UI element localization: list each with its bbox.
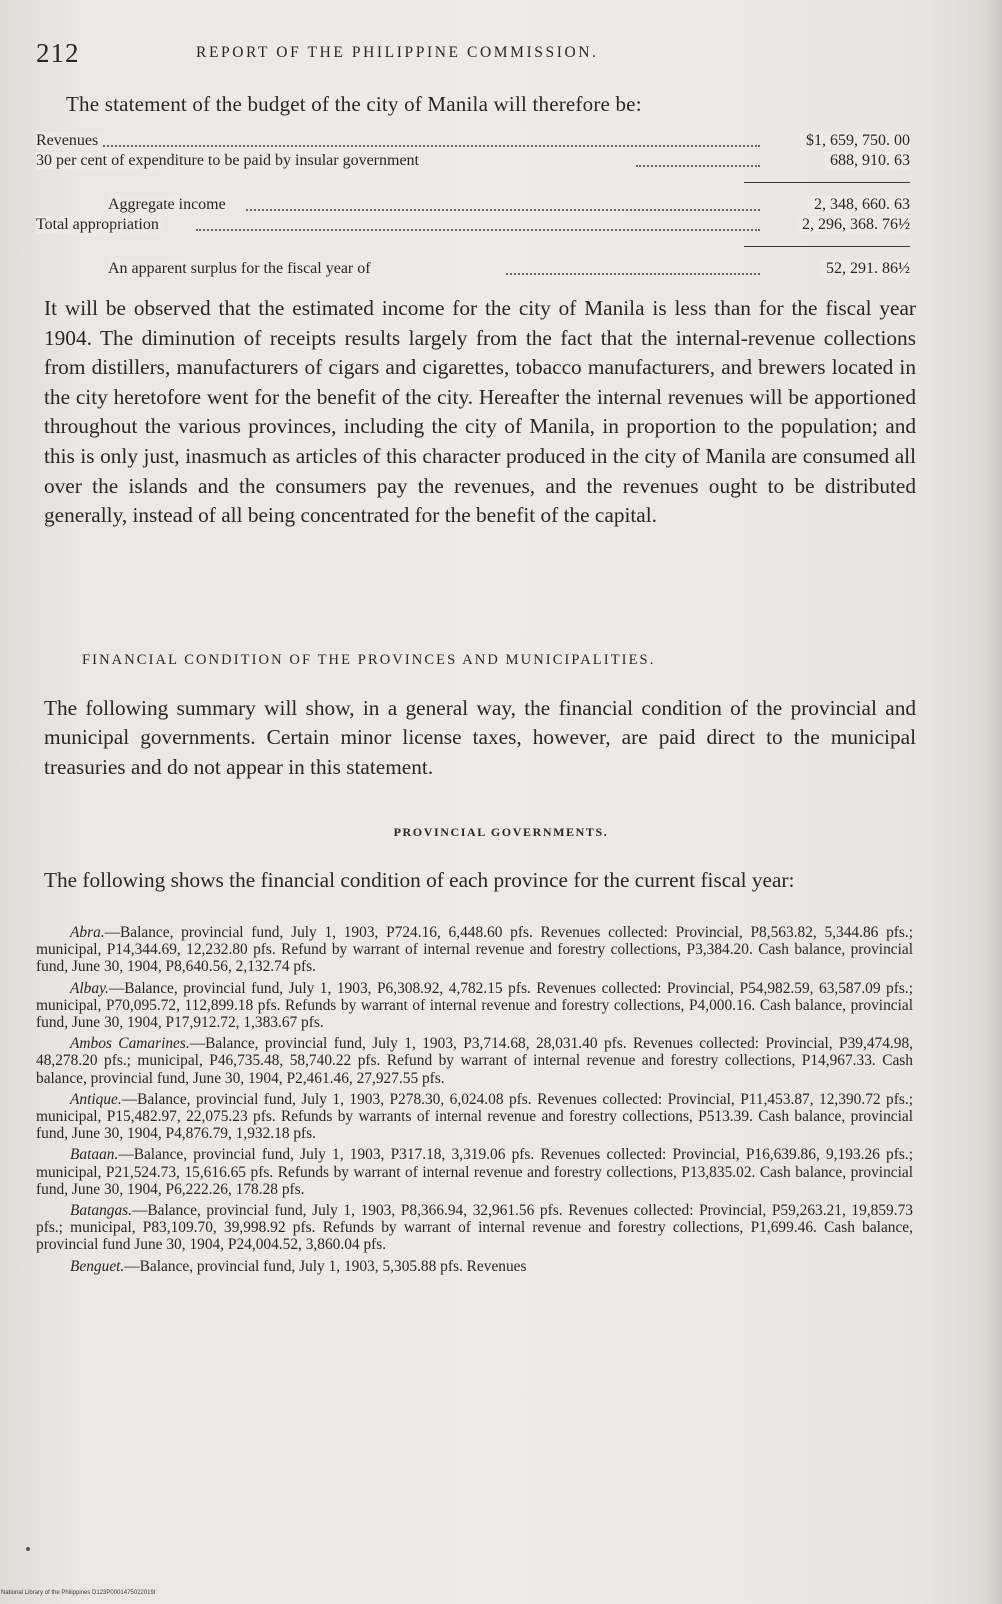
page-number: 212	[36, 38, 80, 68]
budget-row-aggregate-income	[36, 196, 910, 218]
province-text: —Balance, provincial fund, July 1, 1903, P6,308.92, 4,782.15 pfs. Revenues collected: Provincial, P54,982.59, 63,587.09 pfs.; municipal, P70,095.72, 112,899.18 pfs. Refunds by warrant of internal revenue and forestry collections, P4,000.16. Cash balance, provincial fund, June 30, 1904, P17,912.72, 1,383.67 pfs.	[36, 979, 913, 1032]
province-text: —Balance, provincial fund, July 1, 1903, P3,714.68, 28,031.40 pfs. Revenues collected: Provincial, P39,474.98, 48,278.20 pfs.; municipal, P46,735.48, 58,740.22 pfs. Refund by warrant of internal revenue and forestry collections, P14,967.33. Cash balance, provincial fund, June 30, 1904, P2,461.46, 27,927.55 pfs.	[36, 1035, 913, 1087]
province-name: Benguet.	[70, 1257, 125, 1275]
budget-amount: 688, 910. 63	[824, 152, 910, 170]
province-entry	[36, 1146, 913, 1198]
section-heading-provincial-governments: PROVINCIAL GOVERNMENTS.	[393, 825, 609, 839]
paragraph-summary: The following summary will show, in a general way, the financial condition of the provincial and municipal governments. Certain minor license taxes, however, are paid direct to the municipal treasuries and do not appear in this statement.	[44, 696, 916, 779]
province-name: Ambos Camarines.	[70, 1035, 190, 1053]
budget-label: Revenues	[36, 132, 102, 150]
leader-dots	[96, 145, 760, 147]
running-head: REPORT OF THE PHILIPPINE COMMISSION.	[196, 44, 599, 61]
budget-amount: $1, 659, 750. 00	[800, 132, 910, 150]
leader-dots	[246, 209, 760, 211]
budget-row-total-appropriation	[36, 216, 910, 238]
province-name: Antique.	[70, 1090, 122, 1108]
province-entry	[36, 1258, 913, 1275]
province-name: Bataan.	[70, 1146, 119, 1164]
budget-row-insular-share	[36, 152, 910, 174]
budget-intro: The statement of the budget of the city of Manila will therefore be:	[66, 92, 642, 116]
province-entry	[36, 924, 913, 976]
province-text: —Balance, provincial fund, July 1, 1903, 5,305.88 pfs. Revenues	[124, 1257, 527, 1275]
province-text: —Balance, provincial fund, July 1, 1903, P278.30, 6,024.08 pfs. Revenues collected: Provincial, P11,453.87, 12,390.72 pfs.; municipal, P15,482.97, 22,075.23 pfs. Refunds by warrants of internal revenue and forestry collections, P513.39. Cash balance, provincial fund, June 30, 1904, P4,876.79, 1,932.18 pfs.	[36, 1090, 913, 1143]
province-entry	[36, 1091, 913, 1143]
province-name: Albay.	[70, 979, 109, 997]
section-heading-financial-condition: FINANCIAL CONDITION OF THE PROVINCES AND MUNICIPALITIES.	[82, 652, 656, 668]
paragraph-manila-income: It will be observed that the estimated income for the city of Manila is less than for the fiscal year 1904. The diminution of receipts results largely from the fact that the internal-revenue collections from distillers, manufacturers of cigars and cigarettes, tobacco manufacturers, and brewers located in the city heretofore went for the benefit of the city. Hereafter the internal revenues will be apportioned throughout the various provinces, including the city of Manila, in proportion to the population; and this is only just, inasmuch as articles of this character produced in the city of Manila are consumed all over the islands and the consumers pay the revenues, and the revenues ought to be distributed generally, instead of all being concentrated for the benefit of the capital.	[44, 296, 916, 528]
page-edge-shadow	[984, 0, 1002, 1604]
budget-label: Aggregate income	[108, 196, 230, 214]
province-entry	[36, 980, 913, 1032]
budget-row-surplus	[36, 260, 910, 282]
province-entry	[36, 1202, 913, 1254]
province-text: —Balance, provincial fund, July 1, 1903, P317.18, 3,319.06 pfs. Revenues collected: Provincial, P16,639.86, 9,193.26 pfs.; municipal, P21,524.73, 15,616.65 pfs. Refunds by warrant of internal revenue and forestry collections, P13,835.02. Cash balance, provincial fund, June 30, 1904, P6,222.26, 178.28 pfs.	[36, 1146, 913, 1198]
leader-dots	[196, 229, 760, 231]
scan-credit: National Library of the Philippines D123P0001475022019I	[1, 1590, 156, 1596]
province-name: Abra.	[70, 924, 105, 941]
province-text: —Balance, provincial fund, July 1, 1903, P8,366.94, 32,961.56 pfs. Revenues collected: Provincial, P59,263.21, 19,859.73 pfs.; municipal, P83,109.70, 39,998.92 pfs. Refunds by warrant of internal revenue and forestry collections, P1,699.46. Cash balance, provincial fund June 30, 1904, P24,004.52, 3,860.04 pfs.	[36, 1202, 913, 1254]
budget-label: An apparent surplus for the fiscal year of	[108, 260, 375, 278]
stray-ink-mark	[26, 1547, 30, 1551]
province-name: Batangas.	[70, 1202, 132, 1220]
page-header	[36, 38, 956, 68]
paragraph-provinces-intro: The following shows the financial condition of each province for the current fiscal year:	[44, 868, 795, 892]
province-text: —Balance, provincial fund, July 1, 1903, P724.16, 6,448.60 pfs. Revenues collected: Provincial, P8,563.82, 5,344.86 pfs.; municipal, P14,344.69, 12,232.80 pfs. Refund by warrant of internal revenue and forestry collections, P3,384.20. Cash balance, provincial fund, June 30, 1904, P8,640.56, 2,132.74 pfs.	[36, 924, 913, 976]
province-entry	[36, 1035, 913, 1087]
budget-label: 30 per cent of expenditure to be paid by insular government	[36, 152, 423, 170]
sum-rule	[744, 182, 910, 183]
budget-amount: 2, 296, 368. 76½	[796, 216, 910, 234]
budget-row-revenues	[36, 132, 910, 154]
leader-dots	[506, 273, 760, 275]
budget-amount: 2, 348, 660. 63	[808, 196, 910, 214]
province-entries	[36, 924, 913, 1279]
leader-dots	[636, 165, 760, 167]
budget-label: Total appropriation	[36, 216, 163, 234]
budget-amount: 52, 291. 86½	[820, 260, 910, 278]
sum-rule	[744, 246, 910, 247]
